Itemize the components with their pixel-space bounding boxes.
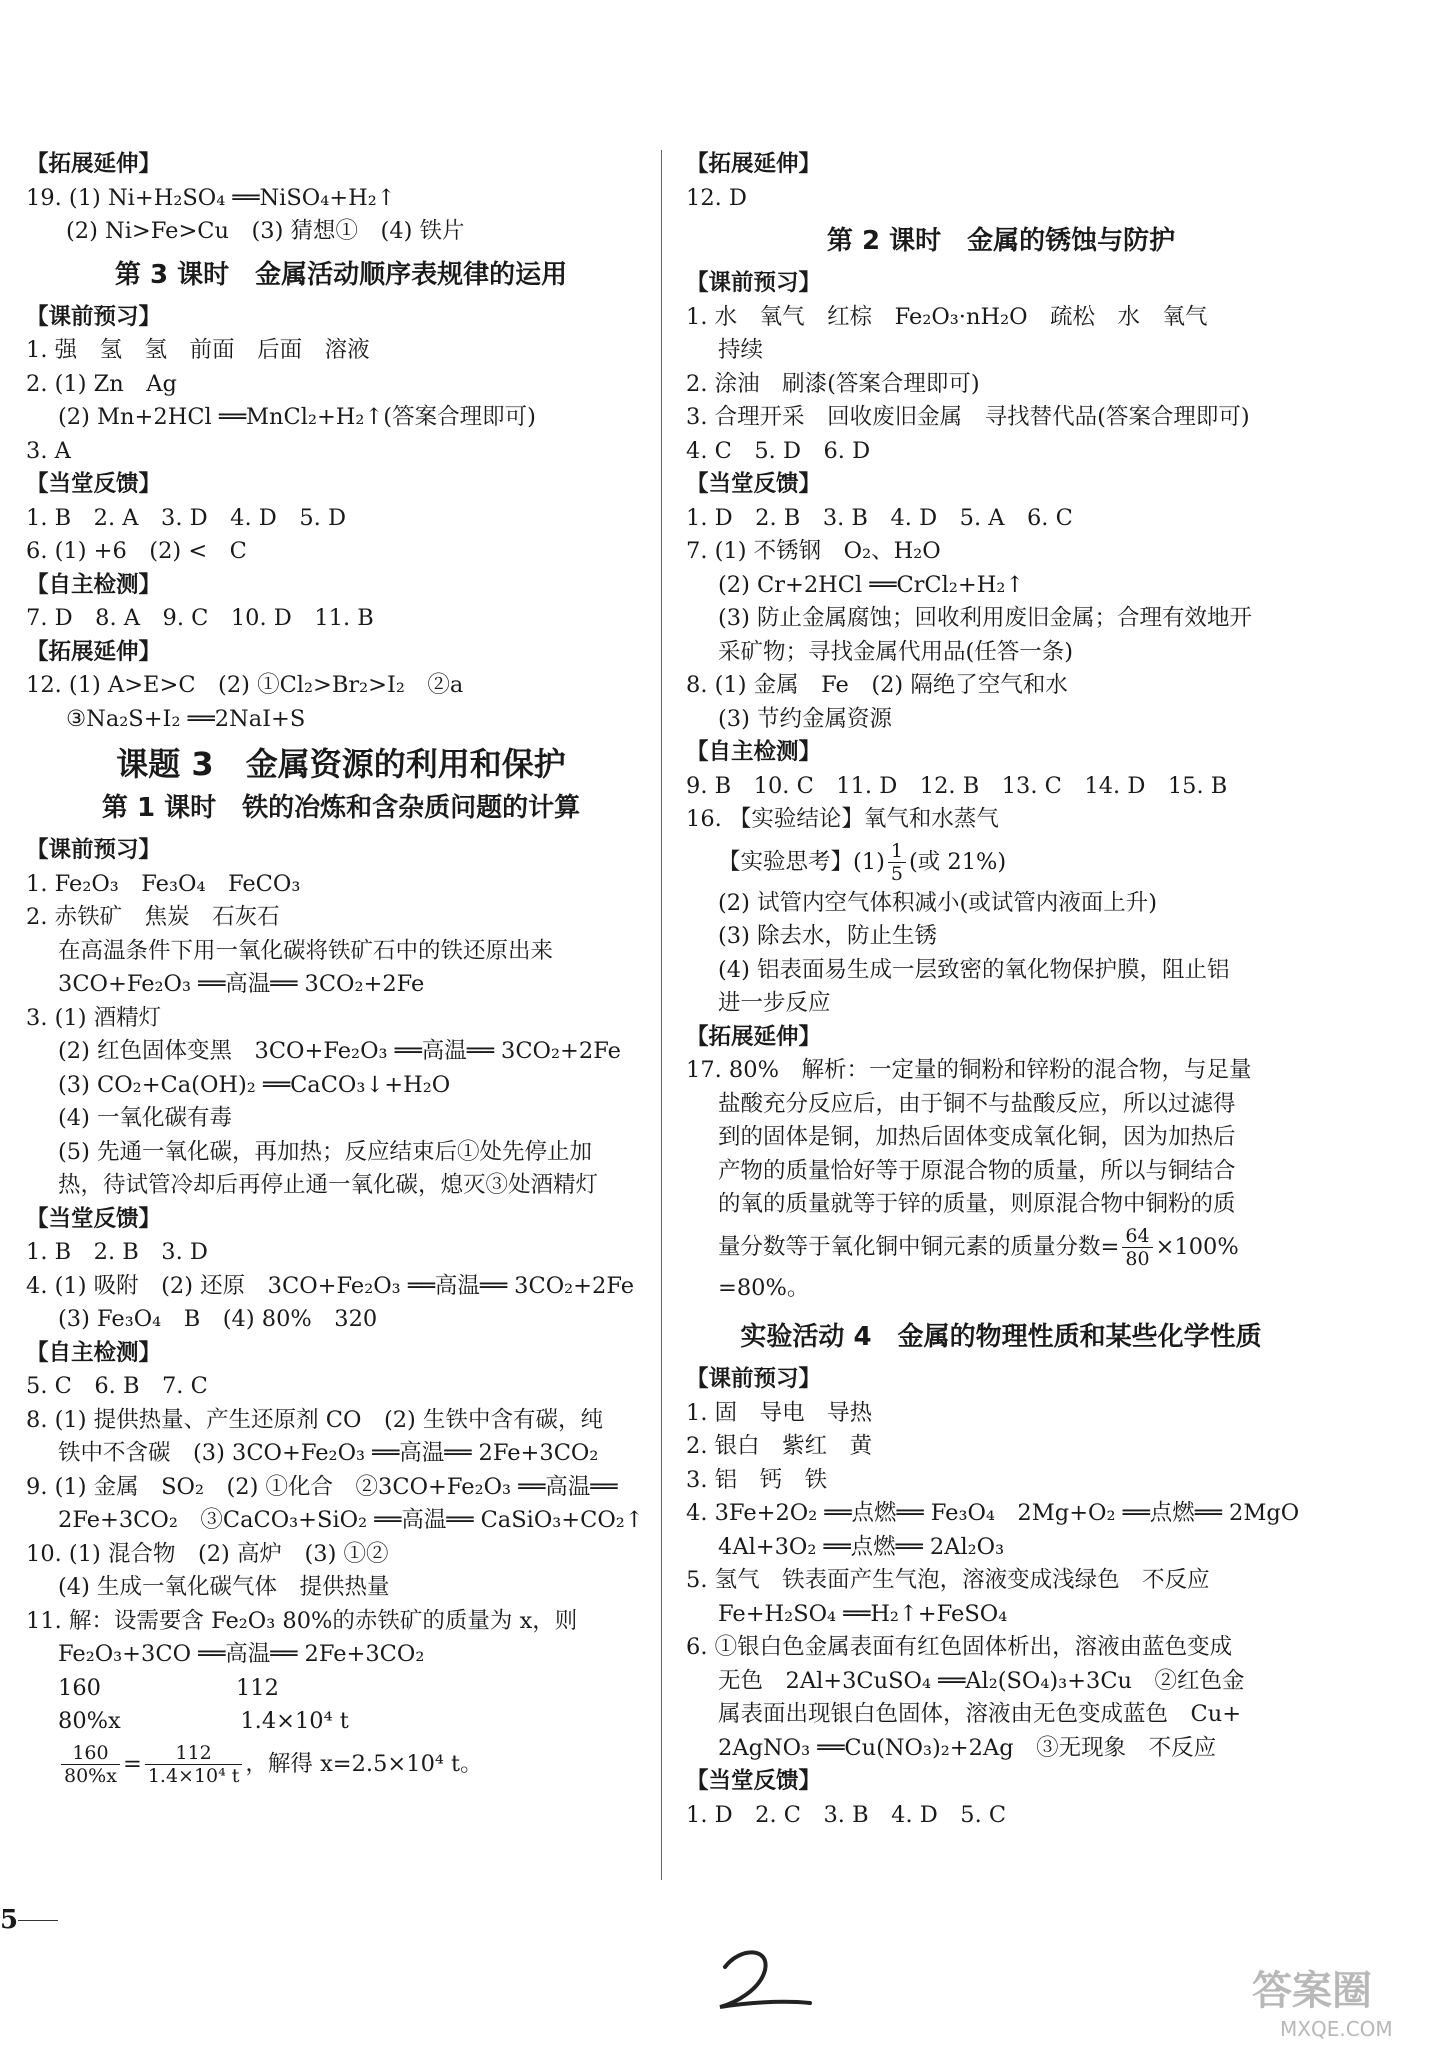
answer-line: (4) 生成一氧化碳气体 提供热量 <box>58 1574 390 1600</box>
answer-line: 2. 赤铁矿 焦炭 石灰石 <box>26 904 280 930</box>
answer-line: 9. (1) 金属 SO₂ (2) ①化合 ②3CO+Fe₂O₃ ══高温══ <box>26 1473 618 1500</box>
answer-line: 6. ①银白色金属表面有红色固体析出，溶液由蓝色变成 <box>686 1634 1233 1660</box>
answer-line: 12. (1) A>E>C (2) ①Cl₂>Br₂>I₂ ②a <box>26 672 464 698</box>
page-number: 5 <box>0 1905 19 1935</box>
answer-line: ③Na₂S+I₂ ══2NaI+S <box>66 705 306 732</box>
fraction-numerator: 160 <box>61 1742 120 1765</box>
answer-line: (2) Ni>Fe>Cu (3) 猜想① (4) 铁片 <box>66 218 465 244</box>
answer-line: (2) 试管内空气体积减小(或试管内液面上升) <box>718 889 1158 916</box>
answer-line: (3) 除去水，防止生锈 <box>718 923 938 949</box>
section-heading: 【课前预习】 <box>26 303 162 330</box>
answer-line <box>686 1222 1316 1272</box>
answer-line: 9. B 10. C 11. D 12. B 13. C 14. D 15. B <box>686 772 1228 799</box>
equation-line: 4. 3Fe+2O₂ ══点燃══ Fe₃O₄ 2Mg+O₂ ══点燃══ 2MgO <box>686 1500 1300 1526</box>
section-heading: 【拓展延伸】 <box>26 151 162 177</box>
section-heading: 【课前预习】 <box>26 837 162 863</box>
answer-line: 1. 水 氧气 红棕 Fe₂O₃·nH₂O 疏松 水 氧气 <box>686 303 1208 330</box>
topic-title: 课题 3 金属资源的利用和保护 <box>116 745 566 783</box>
fraction-numerator: 112 <box>145 1742 243 1765</box>
lesson-title: 第 3 课时 金属活动顺序表规律的运用 <box>114 259 568 290</box>
answer-line: 11. 解：设需要含 Fe₂O₃ 80%的赤铁矿的质量为 x，则 <box>26 1607 578 1634</box>
answer-text: ×100% <box>1155 1233 1239 1260</box>
equation-line: 3CO+Fe₂O₃ ══高温══ 3CO₂+2Fe <box>58 971 425 997</box>
fraction <box>145 1742 243 1787</box>
answer-line: 的氧的质量就等于锌的质量，则原混合物中铜粉的质 <box>718 1191 1236 1217</box>
fraction <box>888 840 906 885</box>
answer-line: 3. A <box>26 437 71 464</box>
fraction-numerator: 1 <box>888 840 906 863</box>
answer-line: 产物的质量恰好等于原混合物的质量，所以与铜结合 <box>718 1157 1236 1184</box>
fraction-numerator: 64 <box>1122 1225 1152 1248</box>
answer-line: 属表面出现银白色固体，溶液由无色变成蓝色 Cu+ <box>718 1701 1242 1727</box>
answer-line: 2. 银白 紫红 黄 <box>686 1433 873 1459</box>
answer-line: 1. D 2. C 3. B 4. D 5. C <box>686 1801 1007 1828</box>
section-heading: 【课前预习】 <box>686 270 822 296</box>
answer-line: 6. (1) +6 (2) < C <box>26 538 247 564</box>
answer-line: (2) 红色固体变黑 3CO+Fe₂O₃ ══高温══ 3CO₂+2Fe <box>58 1038 621 1064</box>
answer-line: 8. (1) 提供热量、产生还原剂 CO (2) 生铁中含有碳，纯 <box>26 1406 603 1433</box>
answer-line: 盐酸充分反应后，由于铜不与盐酸反应，所以过滤得 <box>718 1090 1236 1117</box>
answer-line: 无色 2Al+3CuSO₄ ══Al₂(SO₄)₃+3Cu ②红色金 <box>718 1667 1245 1694</box>
watermark-text: 答案圈 <box>1252 1968 1372 2014</box>
answer-line: 2. 涂油 刷漆(答案合理即可) <box>686 370 980 397</box>
answer-line: =80%。 <box>718 1274 810 1301</box>
section-heading: 【当堂反馈】 <box>686 1768 822 1794</box>
answer-line: 3. 铝 钙 铁 <box>686 1466 828 1493</box>
handwritten-mark <box>710 1945 820 2015</box>
answer-line: (3) 防止金属腐蚀；回收利用废旧金属；合理有效地开 <box>718 605 1253 631</box>
answer-line: 1. 强 氢 氢 前面 后面 溶液 <box>26 337 370 363</box>
watermark-logo <box>1250 1956 1440 2046</box>
answer-line: 4. (1) 吸附 (2) 还原 3CO+Fe₂O₃ ══高温══ 3CO₂+2Fe <box>26 1272 635 1299</box>
answer-line: 1. 固 导电 导热 <box>686 1399 873 1426</box>
section-heading: 【自主检测】 <box>686 739 822 765</box>
answer-line: 2Fe+3CO₂ ③CaCO₃+SiO₂ ══高温══ CaSiO₃+CO₂↑ <box>58 1507 644 1533</box>
section-heading: 【当堂反馈】 <box>686 471 822 497</box>
answer-line: 1. B 2. B 3. D <box>26 1239 208 1265</box>
handwritten-stroke <box>720 1952 810 2007</box>
answer-line: 进一步反应 <box>718 990 831 1016</box>
answer-line: (4) 一氧化碳有毒 <box>58 1105 233 1131</box>
answer-line: 8. (1) 金属 Fe (2) 隔绝了空气和水 <box>686 672 1068 698</box>
answer-line: (3) Fe₃O₄ B (4) 80% 320 <box>58 1306 378 1332</box>
left-column <box>26 148 656 1789</box>
solution-text: ，解得 x=2.5×10⁴ t。 <box>245 1750 483 1777</box>
section-heading: 【当堂反馈】 <box>26 1205 162 1232</box>
proportion-line: $\frac{160}{80\%x}$ = $\frac{112}{\text{1.4×10⁴ t}}$ ，解得 x=2.5×10⁴ t。 <box>26 1739 656 1789</box>
watermark-url: MXQE.COM <box>1280 2017 1393 2041</box>
answer-line: 2AgNO₃ ══Cu(NO₃)₂+2Ag ③无现象 不反应 <box>718 1734 1217 1761</box>
answer-line: 采矿物；寻找金属代用品(任答一条) <box>718 638 1074 665</box>
answer-line: 19. (1) Ni+H₂SO₄ ══NiSO₄+H₂↑ <box>26 184 396 211</box>
section-heading: 【当堂反馈】 <box>26 471 162 497</box>
fraction-denominator: 80 <box>1125 1248 1150 1270</box>
equation-line: Fe+H₂SO₄ ══H₂↑+FeSO₄ <box>718 1600 1008 1627</box>
answer-line: (4) 铝表面易生成一层致密的氧化物保护膜，阻止铝 <box>718 956 1230 983</box>
right-column <box>686 148 1316 1832</box>
answer-line: 5. 氢气 铁表面产生气泡，溶液变成浅绿色 不反应 <box>686 1567 1210 1593</box>
lesson-title: 第 2 课时 金属的锈蚀与防护 <box>826 226 1176 256</box>
section-heading: 【课前预习】 <box>686 1366 822 1392</box>
answer-line: 4. C 5. D 6. D <box>686 437 871 464</box>
lesson-title: 第 1 课时 铁的冶炼和含杂质问题的计算 <box>101 793 581 823</box>
column-divider <box>661 150 662 1880</box>
fraction-denominator: 1.4×10⁴ t <box>147 1765 240 1787</box>
equation-line: 80%x 1.4×10⁴ t <box>58 1708 349 1734</box>
answer-line: 12. D <box>686 184 747 211</box>
section-heading: 【拓展延伸】 <box>686 151 822 177</box>
answer-line: 热，待试管冷却后再停止通一氧化碳，熄灭③处酒精灯 <box>58 1172 599 1198</box>
answer-line: (3) 节约金属资源 <box>718 705 893 732</box>
fraction-denominator: 5 <box>890 863 903 885</box>
equation-line: 160 112 <box>58 1674 279 1701</box>
answer-line: 7. (1) 不锈钢 O₂、H₂O <box>686 538 941 564</box>
answer-line: 1. D 2. B 3. B 4. D 5. A 6. C <box>686 504 1073 531</box>
fraction-denominator: 80%x <box>64 1765 117 1787</box>
answer-line: 3. (1) 酒精灯 <box>26 1004 162 1031</box>
answer-line: 铁中不含碳 (3) 3CO+Fe₂O₃ ══高温══ 2Fe+3CO₂ <box>58 1440 599 1466</box>
section-heading: 【自主检测】 <box>26 571 162 598</box>
answer-line: 2. (1) Zn Ag <box>26 370 177 397</box>
fraction <box>1122 1225 1152 1270</box>
answer-line: 10. (1) 混合物 (2) 高炉 (3) ①② <box>26 1540 389 1567</box>
equation-line: 4Al+3O₂ ══点燃══ 2Al₂O₃ <box>718 1533 1005 1560</box>
answer-line: 到的固体是铜，加热后固体变成氧化铜，因为加热后 <box>718 1124 1236 1150</box>
page-number-rule <box>18 1920 58 1921</box>
answer-line: (3) CO₂+Ca(OH)₂ ══CaCO₃↓+H₂O <box>58 1071 451 1098</box>
answer-line: 持续 <box>718 337 764 363</box>
answer-text: (或 21%) <box>908 848 1007 875</box>
answer-line: (2) Mn+2HCl ══MnCl₂+H₂↑(答案合理即可) <box>58 404 536 430</box>
answer-line: 5. C 6. B 7. C <box>26 1373 208 1399</box>
fraction <box>61 1742 120 1787</box>
answer-line: (2) Cr+2HCl ══CrCl₂+H₂↑ <box>718 571 1025 598</box>
answer-line: 17. 80% 解析：一定量的铜粉和锌粉的混合物，与足量 <box>686 1057 1252 1083</box>
lab-activity-title: 实验活动 4 金属的物理性质和某些化学性质 <box>740 1322 1262 1352</box>
answer-line: 3. 合理开采 回收废旧金属 寻找替代品(答案合理即可) <box>686 404 1250 430</box>
answer-line: 7. D 8. A 9. C 10. D 11. B <box>26 605 374 631</box>
section-heading: 【拓展延伸】 <box>686 1023 822 1050</box>
answer-line <box>686 837 1316 887</box>
answer-text: 【实验思考】(1) <box>718 848 885 875</box>
answer-line: 1. B 2. A 3. D 4. D 5. D <box>26 504 346 531</box>
answer-line: 16. 【实验结论】氧气和水蒸气 <box>686 806 999 832</box>
section-heading: 【自主检测】 <box>26 1339 162 1366</box>
section-heading: 【拓展延伸】 <box>26 638 162 665</box>
answer-line: 在高温条件下用一氧化碳将铁矿石中的铁还原出来 <box>58 937 554 964</box>
answer-text: 量分数等于氧化铜中铜元素的质量分数= <box>718 1233 1120 1260</box>
answer-line: 1. Fe₂O₃ Fe₃O₄ FeCO₃ <box>26 870 301 897</box>
answer-line: (5) 先通一氧化碳，再加热；反应结束后①处先停止加 <box>58 1138 593 1165</box>
equation-line: Fe₂O₃+3CO ══高温══ 2Fe+3CO₂ <box>58 1641 425 1667</box>
